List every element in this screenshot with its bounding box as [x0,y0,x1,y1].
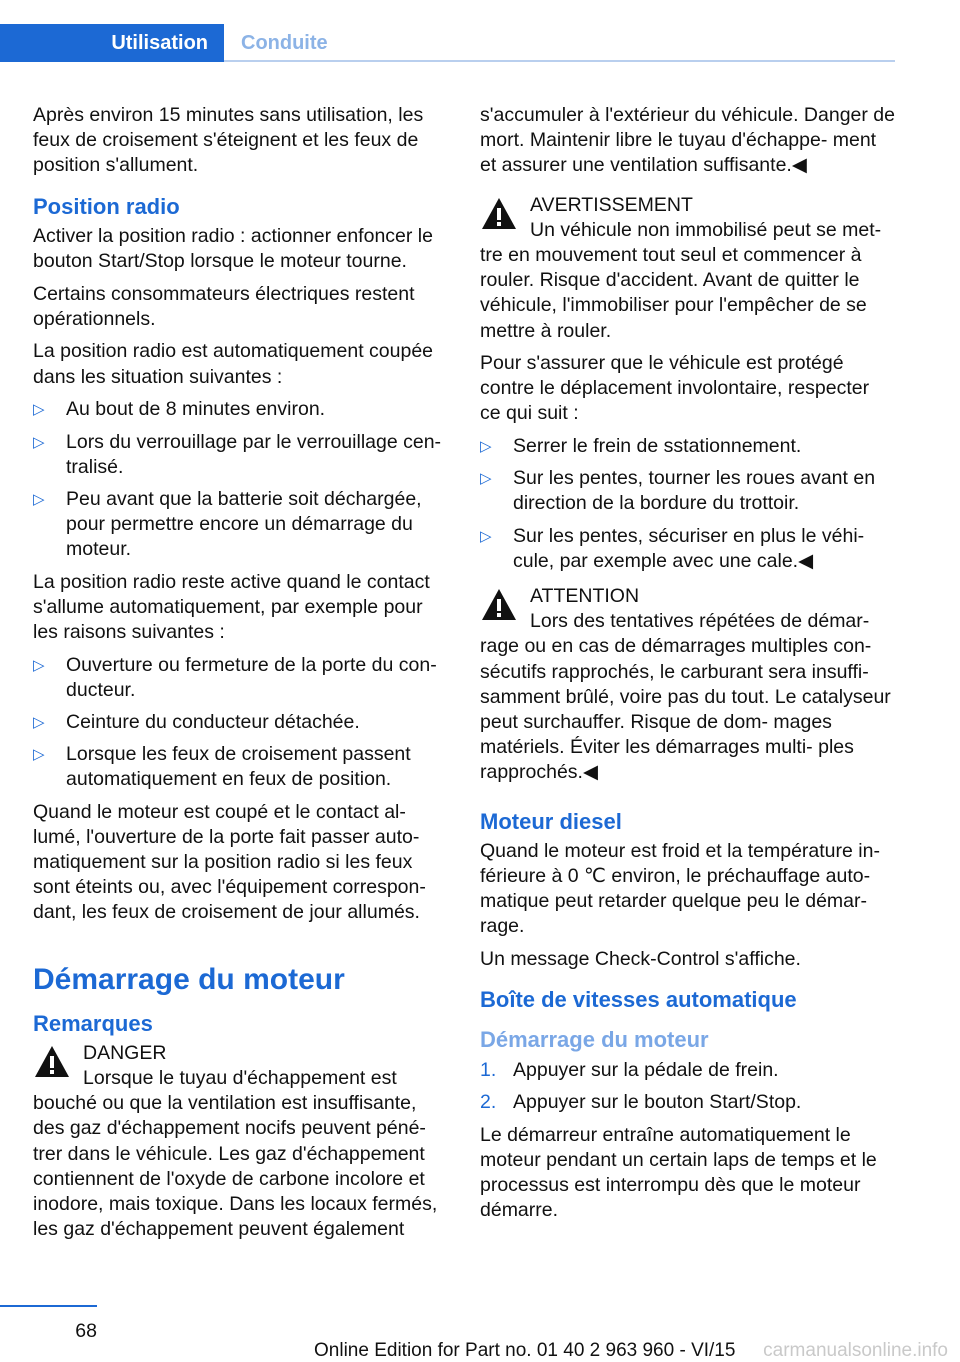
heading-boite-vitesses: Boîte de vitesses automatique [480,987,797,1013]
avertissement-text: Un véhicule non immobilisé peut se met‐ tre en mouvement tout seul et commencer à rouler. Risque d'accident. Avant de quitter le véhicule, l'immobiliser pour l'empêcher de se mettre à rouler. [480,218,882,342]
paragraph-radio-2: Certains consommateurs électriques restent opérationnels. [33,282,415,330]
list-item: ▷ Sur les pentes, sécuriser en plus le véhi‐ cule, par exemple avec une cale.◀ [480,524,865,572]
paragraph-radio-3: La position radio est automatiquement coupée dans les situation suivantes : [33,340,434,388]
list-item: ▷ Peu avant que la batterie soit déchargée, pour permettre encore un démarrage du moteur. [33,487,422,561]
tab-conduite[interactable]: Conduite [241,31,328,54]
paragraph-diesel-2: Un message Check-Control s'affiche. [480,947,801,970]
list-item: 2. Appuyer sur le bouton Start/Stop. [480,1090,895,1115]
paragraph-final: Le démarreur entraîne automatiquement le moteur pendant un certain laps de temps et le processus est interrompu dès que le moteur démarre. [480,1123,877,1222]
paragraph-assurer: Pour s'assurer que le véhicule est protégé contre le déplacement involontaire, respecter ce qui suit : [480,351,870,425]
step-number: 1. [480,1059,497,1082]
triangle-bullet-icon: ▷ [480,527,492,545]
watermark: carmanualsonline.info [763,1340,948,1361]
attention-title: ATTENTION [530,584,640,607]
avertissement-title: AVERTISSEMENT [530,193,693,216]
page-header [0,0,960,62]
list-item: ▷ Sur les pentes, tourner les roues avant en direction de la bordure du trottoir. [480,467,876,515]
danger-text: Lorsque le tuyau d'échappement est bouché ou que la ventilation est insuffisante, des gaz d'échappement nocifs peuvent péné‐ trer dans le véhicule. Les gaz d'échappement contiennent de l'oxyde de carbone incolore et inodore, mais toxique. Dans les locaux fermés, les gaz d'échappement peuvent également [33,1066,438,1241]
list-item: ▷ Lorsque les feux de croisement passent automatiquement en feux de position. [33,743,411,791]
list-radio-off [33,397,448,562]
warning-triangle-icon [480,195,518,233]
triangle-bullet-icon: ▷ [33,401,45,419]
triangle-bullet-icon: ▷ [33,433,45,451]
triangle-bullet-icon: ▷ [33,714,45,732]
paragraph-radio-4: La position radio reste active quand le contact s'allume automatiquement, par exemple pour les raisons suivantes : [33,570,430,643]
list-item: ▷ Lors du verrouillage par le verrouillage cen‐ tralisé. [33,430,442,478]
warning-triangle-icon [480,586,518,624]
heading-position-radio: Position radio [33,193,180,219]
paragraph-radio-1: Activer la position radio : actionner enfoncer le bouton Start/Stop lorsque le moteur tourne. [33,224,433,272]
footer-divider [0,1305,97,1307]
tab-utilisation[interactable]: Utilisation [0,24,224,62]
steps-list [480,1058,895,1115]
left-column [33,103,448,1249]
triangle-bullet-icon: ▷ [480,470,492,488]
list-radio-active [33,653,448,793]
paragraph-diesel-1: Quand le moteur est froid et la température in‐ férieure à 0 ℃ environ, le préchauffage auto‐ matique peut retarder quelque peu le démar‐ rage. [480,839,880,938]
triangle-bullet-icon: ▷ [33,656,45,674]
heading-moteur-diesel: Moteur diesel [480,808,622,834]
edition-text: Online Edition for Part no. 01 40 2 963 960 - VI/15 [314,1340,736,1361]
list-item: ▷ Ceinture du conducteur détachée. [33,710,448,735]
warning-triangle-icon [33,1043,71,1081]
header-divider [224,60,895,62]
attention-text: Lors des tentatives répétées de démar‐ rage ou en cas de démarrages multiples con‐ sécutifs rapprochés, le carburant sera insuffi‐ samment brûlé, voire pas du tout. Le catalyseur peut surchauffer. Risque de dom‐ mages matériels. Éviter les démarrages multi‐ ples rapprochés.◀ [480,610,891,784]
step-number: 2. [480,1091,497,1114]
heading-demarrage-moteur: Démarrage du moteur [33,962,345,996]
triangle-bullet-icon: ▷ [33,490,45,508]
danger-notice [33,1041,448,1243]
attention-notice [480,584,895,786]
triangle-bullet-icon: ▷ [480,437,492,455]
list-item: 1. Appuyer sur la pédale de frein. [480,1058,895,1083]
heading-remarques: Remarques [33,1010,153,1036]
avertissement-notice [480,193,895,344]
list-item: ▷ Ouverture ou fermeture de la porte du con‐ ducteur. [33,653,437,701]
right-column [480,103,895,1231]
list-item: ▷ Serrer le frein de sstationnement. [480,434,895,459]
triangle-bullet-icon: ▷ [33,746,45,764]
heading-demarrage-moteur-auto: Démarrage du moteur [480,1027,709,1053]
page-number: 68 [75,1320,97,1342]
intro-paragraph: Après environ 15 minutes sans utilisation, les feux de croisement s'éteignent et les feux de position s'allument. [33,104,424,177]
paragraph-radio-5: Quand le moteur est coupé et le contact al‐ lumé, l'ouverture de la porte fait passer auto‐ matiquement sur la position radio si les feux sont éteints ou, avec l'équipement correspon‐ dant, les feux de croisement de jour allumés. [33,800,426,924]
paragraph-continued: s'accumuler à l'extérieur du véhicule. Danger de mort. Maintenir libre le tuyau d'échappe‐ ment et assurer une ventilation suffisante.◀ [480,104,895,177]
list-immobiliser [480,434,895,574]
danger-title: DANGER [83,1041,167,1064]
list-item: ▷ Au bout de 8 minutes environ. [33,397,448,422]
